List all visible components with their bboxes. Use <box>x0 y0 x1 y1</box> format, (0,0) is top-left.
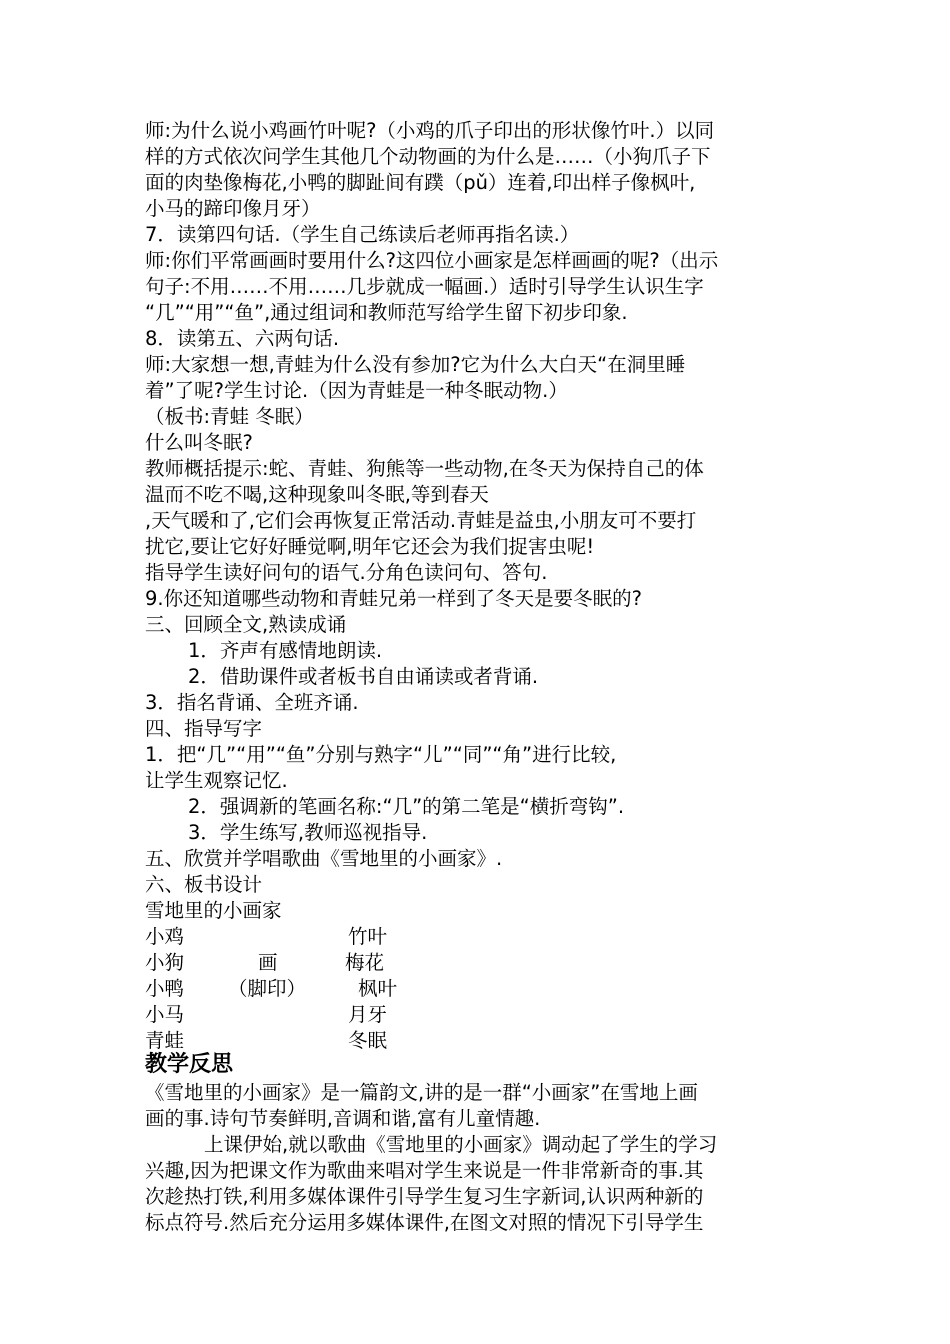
board-animal: 小鸭 <box>145 977 185 1000</box>
text-line: “几”“用”“鱼”,通过组词和教师范写给学生留下初步印象. <box>145 301 628 324</box>
board-animal: 小马 <box>145 1003 185 1026</box>
board-note: （脚印） <box>228 977 307 1000</box>
text-line: 兴趣,因为把课文作为歌曲来唱对学生来说是一件非常新奇的事.其 <box>145 1159 704 1182</box>
board-animal: 小鸡 <box>145 925 185 948</box>
text-line: 扰它,要让它好好睡觉啊,明年它还会为我们捉害虫呢! <box>145 535 595 558</box>
board-animal: 青蛙 <box>145 1029 185 1052</box>
text-line: 什么叫冬眠? <box>145 431 253 454</box>
text-line: 《雪地里的小画家》是一篇韵文,讲的是一群“小画家”在雪地上画 <box>145 1081 698 1104</box>
text-line: 画的事.诗句节奏鲜明,音调和谐,富有儿童情趣. <box>145 1107 541 1130</box>
text-line: ,天气暖和了,它们会再恢复正常活动.青蛙是益虫,小朋友可不要打 <box>145 509 697 532</box>
board-result: 竹叶 <box>348 925 388 948</box>
text-line: 句子:不用……不用……几步就成一幅画.）适时引导学生认识生字 <box>145 275 704 298</box>
text-line: 教师概括提示:蛇、青蛙、狗熊等一些动物,在冬天为保持自己的体 <box>145 457 704 480</box>
text-line: （板书:青蛙 冬眠） <box>145 405 314 428</box>
board-verb: 画 <box>258 951 278 974</box>
text-line: 3．学生练写,教师巡视指导. <box>188 821 428 844</box>
section-heading: 三、回顾全文,熟读成诵 <box>145 613 347 636</box>
text-line: 标点符号.然后充分运用多媒体课件,在图文对照的情况下引导学生 <box>145 1211 704 1234</box>
board-title: 雪地里的小画家 <box>145 899 282 922</box>
board-result: 梅花 <box>345 951 385 974</box>
text-line: 让学生观察记忆. <box>145 769 288 792</box>
text-line: 面的肉垫像梅花,小鸭的脚趾间有蹼（pǔ）连着,印出样子像枫叶, <box>145 171 696 194</box>
text-line: 7．读第四句话.（学生自己练读后老师再指名读.） <box>145 223 580 246</box>
text-line: 1．齐声有感情地朗读. <box>188 639 383 662</box>
text-line: 2．借助课件或者板书自由诵读或者背诵. <box>188 665 539 688</box>
text-line: 3．指名背诵、全班齐诵. <box>145 691 359 714</box>
section-heading: 五、欣赏并学唱歌曲《雪地里的小画家》. <box>145 847 503 870</box>
text-line: 小马的蹄印像月牙） <box>145 197 321 220</box>
section-heading: 四、指导写字 <box>145 717 263 740</box>
board-result: 冬眠 <box>348 1029 388 1052</box>
text-line: 师:大家想一想,青蛙为什么没有参加?它为什么大白天“在洞里睡 <box>145 353 686 376</box>
text-line: 师:你们平常画画时要用什么?这四位小画家是怎样画画的呢?（出示 <box>145 249 719 272</box>
board-animal: 小狗 <box>145 951 185 974</box>
text-line: 样的方式依次问学生其他几个动物画的为什么是……（小狗爪子下 <box>145 145 711 168</box>
reflection-heading: 教学反思 <box>145 1052 234 1077</box>
board-result: 月牙 <box>348 1003 388 1026</box>
board-result: 枫叶 <box>358 977 398 1000</box>
text-line: 9.你还知道哪些动物和青蛙兄弟一样到了冬天是要冬眠的? <box>145 587 642 610</box>
text-line: 指导学生读好问句的语气.分角色读问句、答句. <box>145 561 548 584</box>
text-line: 师:为什么说小鸡画竹叶呢?（小鸡的爪子印出的形状像竹叶.）以同 <box>145 119 715 142</box>
text-line: 着”了呢?学生讨论.（因为青蛙是一种冬眠动物.） <box>145 379 568 402</box>
text-line: 1．把“几”“用”“鱼”分别与熟字“儿”“同”“角”进行比较, <box>145 743 617 766</box>
text-line: 2．强调新的笔画名称:“几”的第二笔是“横折弯钩”. <box>188 795 625 818</box>
text-line: 8．读第五、六两句话. <box>145 327 340 350</box>
text-line: 次趁热打铁,利用多媒体课件引导学生复习生字新词,认识两种新的 <box>145 1185 704 1208</box>
text-line: 温而不吃不喝,这种现象叫冬眠,等到春天 <box>145 483 489 506</box>
text-line: 上课伊始,就以歌曲《雪地里的小画家》调动起了学生的学习 <box>204 1133 718 1156</box>
section-heading: 六、板书设计 <box>145 873 263 896</box>
